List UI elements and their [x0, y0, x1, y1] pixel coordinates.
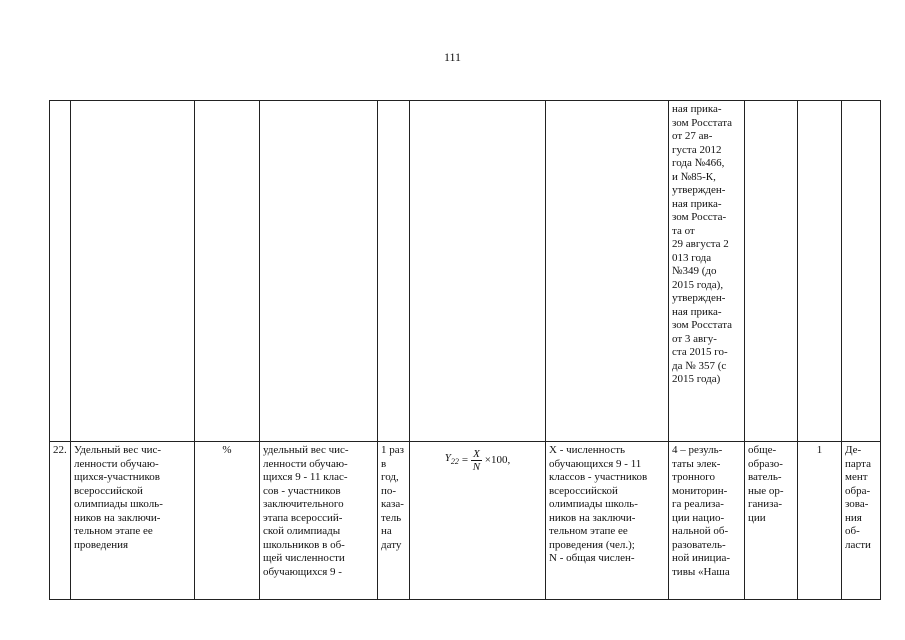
text-line: нальной об-	[672, 525, 729, 537]
cell-unit	[195, 101, 260, 442]
cell-count: 1	[798, 442, 842, 600]
text-line: проведения	[74, 538, 129, 551]
cell-responsible	[842, 442, 881, 600]
text-line: Удельный вес чис-	[74, 444, 162, 456]
text-line: ганиза-	[748, 498, 783, 510]
text-line: Де-	[845, 444, 862, 456]
text-line: и №85-К,	[672, 170, 716, 183]
cell-formula	[410, 442, 546, 600]
cell-type	[745, 442, 798, 600]
text-line: 1 раз	[381, 444, 404, 456]
formula-lhs: Y	[444, 452, 451, 465]
text-line: щей численности	[263, 552, 345, 564]
text-line: каза-	[381, 498, 404, 510]
text-line: обра-	[845, 484, 871, 497]
text-line: тельном этапе ее	[74, 525, 153, 537]
text-line: да № 357 (с	[672, 359, 727, 372]
text-line: N - общая числен-	[549, 552, 635, 564]
text-line: всероссийской	[549, 484, 618, 497]
text-line: тель	[381, 511, 402, 524]
text-line: ции	[748, 511, 766, 524]
text-line: густа 2012	[672, 143, 722, 156]
formula-tail: ×100,	[484, 453, 511, 466]
text-line: обще-	[748, 444, 777, 456]
cell-definition	[260, 442, 378, 600]
text-line: об-	[845, 525, 860, 537]
text-line: ласти	[845, 538, 871, 551]
text-line: обучающихся 9 -	[263, 565, 342, 578]
cell-type	[745, 101, 798, 442]
text-line: та от	[672, 224, 695, 237]
text-line: утвержден-	[672, 184, 726, 196]
text-line: щихся 9 - 11 клас-	[263, 471, 348, 483]
text-line: га реализа-	[672, 498, 724, 510]
text-line: классов - участников	[549, 471, 648, 483]
formula-denominator: N	[472, 461, 481, 473]
text-line: зова-	[845, 498, 869, 510]
text-line: образо-	[748, 457, 783, 470]
text-line: заключительного	[263, 498, 344, 510]
text-line: в	[381, 457, 387, 470]
text-line: щихся-участников	[74, 471, 161, 483]
text-line: ная прика-	[672, 305, 722, 318]
text-line: тельном этапе ее	[549, 525, 628, 537]
text-line: этапа всероссий-	[263, 511, 343, 524]
text-line: ленности обучаю-	[263, 457, 348, 470]
text-line: №349 (до	[672, 265, 717, 277]
cell-name	[71, 442, 195, 600]
cell-periodicity	[378, 101, 410, 442]
text-line: утвержден-	[672, 292, 726, 304]
cell-responsible	[842, 101, 881, 442]
cell-periodicity	[378, 442, 410, 600]
text-line: на	[381, 525, 392, 537]
text-line: ная прика-	[672, 103, 722, 115]
page-number: 111	[443, 50, 462, 64]
table-row	[50, 101, 881, 442]
text-line: зом Росстата	[672, 319, 733, 331]
text-line: школьников в об-	[263, 538, 345, 551]
cell-num: 22.	[50, 442, 71, 600]
text-line: зом Росстата	[672, 116, 733, 129]
text-line: мент	[845, 471, 868, 483]
cell-source	[669, 101, 745, 442]
text-line: ной инициа-	[672, 552, 731, 564]
text-line: зом Росста-	[672, 211, 727, 223]
text-line: обучающихся 9 - 11	[549, 457, 642, 470]
text-line: ленности обучаю-	[74, 457, 159, 470]
formula-numerator: X	[473, 448, 480, 460]
text-line: ста 2015 го-	[672, 346, 728, 358]
text-line: ная прика-	[672, 197, 722, 210]
text-line: олимпиады школь-	[549, 498, 638, 510]
cell-variables	[546, 442, 669, 600]
text-line: от 3 авгу-	[672, 332, 717, 345]
text-line: удельный вес чис-	[263, 444, 349, 456]
text-line: тронного	[672, 471, 715, 483]
text-line: таты элек-	[672, 457, 721, 470]
text-line: год,	[381, 471, 399, 483]
cell-count	[798, 101, 842, 442]
text-line: 013 года	[672, 251, 712, 264]
text-line: 29 августа 2	[672, 238, 729, 250]
text-line: олимпиады школь-	[74, 498, 163, 510]
cell-name	[71, 101, 195, 442]
text-line: по-	[381, 484, 397, 497]
table-row	[50, 442, 881, 600]
text-line: тивы «Наша	[672, 565, 730, 578]
text-line: ников на заключи-	[74, 511, 161, 524]
cell-unit: %	[195, 442, 260, 600]
indicators-table	[49, 100, 881, 600]
text-line: дату	[381, 538, 402, 551]
text-line: ные ор-	[748, 484, 784, 497]
text-line: мониторин-	[672, 484, 728, 497]
text-line: 4 – резуль-	[672, 444, 723, 456]
text-line: 2015 года)	[672, 373, 721, 385]
text-line: года №466,	[672, 157, 725, 169]
text-line: ции нацио-	[672, 511, 725, 524]
text-line: проведения (чел.);	[549, 538, 635, 551]
text-line: сов - участников	[263, 484, 341, 497]
cell-variables	[546, 101, 669, 442]
text-line: от 27 ав-	[672, 130, 713, 142]
cell-definition	[260, 101, 378, 442]
formula: $Y_{22}$ = $\frac{X}{N}$ ×100,	[444, 448, 511, 473]
cell-source	[669, 442, 745, 600]
formula-fraction	[471, 448, 482, 473]
text-line: 2015 года),	[672, 278, 724, 291]
text-line: разователь-	[672, 538, 726, 551]
text-line: парта	[845, 457, 871, 470]
cell-formula	[410, 101, 546, 442]
text-line: ской олимпиады	[263, 525, 341, 537]
text-line: X - численность	[549, 444, 626, 456]
text-line: ния	[845, 511, 862, 524]
text-line: ватель-	[748, 471, 782, 483]
text-line: всероссийской	[74, 484, 143, 497]
text-line: ников на заключи-	[549, 511, 636, 524]
formula-lhs-sub: 22	[450, 457, 459, 467]
cell-num	[50, 101, 71, 442]
